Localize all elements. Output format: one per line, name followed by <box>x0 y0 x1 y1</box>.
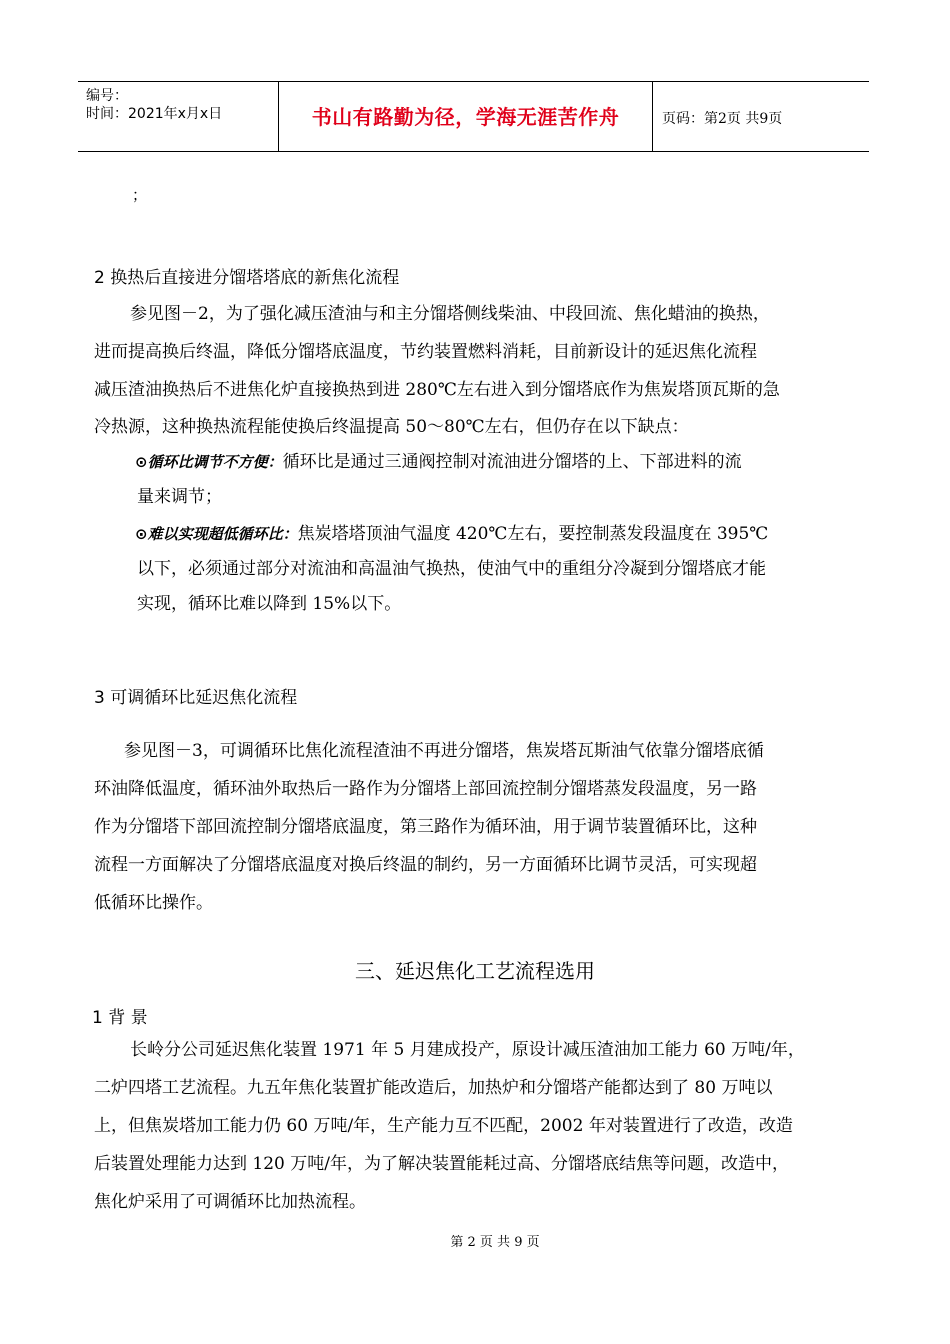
background-line: 上，但焦炭塔加工能力仍 60 万吨/年，生产能力互不匹配，2002 年对装置进行了改造，改造 <box>94 1116 793 1136</box>
bullet-text: 量来调节； <box>137 487 222 507</box>
bullet-item <box>135 517 855 622</box>
page-footer: 第 2 页 共 9 页 <box>450 1235 540 1250</box>
page-header <box>78 81 869 152</box>
section-3-line: 参见图－3，可调循环比焦化流程渣油不再进分馏塔，焦炭塔瓦斯油气依靠分馏塔底循 <box>124 741 764 761</box>
header-page-info: 页码：第2页 共9页 <box>662 111 783 127</box>
bullet-text: 循环比是通过三通阀控制对流油进分馏塔的上、下部进料的流 <box>282 452 742 472</box>
header-motto: 书山有路勤为径，学海无涯苦作舟 <box>311 105 620 129</box>
subsection-heading: 1 背 景 <box>92 1008 148 1028</box>
bullet-text: 实现，循环比难以降到 15%以下。 <box>137 594 402 614</box>
background-line: 焦化炉采用了可调循环比加热流程。 <box>94 1192 366 1212</box>
section-3-line: 环油降低温度，循环油外取热后一路作为分馏塔上部回流控制分馏塔蒸发段温度，另一路 <box>94 779 757 799</box>
section-2-line: 进而提高换后终温，降低分馏塔底温度，节约装置燃料消耗，目前新设计的延迟焦化流程 <box>94 342 757 362</box>
stray-semicolon: ； <box>132 186 148 204</box>
bullet-text: 以下，必须通过部分对流油和高温油气换热，使油气中的重组分冷凝到分馏塔底才能 <box>137 559 766 579</box>
section-3-line: 流程一方面解决了分馏塔底温度对换后终温的制约，另一方面循环比调节灵活，可实现超 <box>94 855 757 875</box>
section-2-line: 减压渣油换热后不进焦化炉直接换热到进 280℃左右进入到分馏塔底作为焦炭塔顶瓦斯的急 <box>94 380 780 400</box>
bullet-item <box>135 445 855 515</box>
background-line: 后装置处理能力达到 120 万吨/年，为了解决装置能耗过高、分馏塔底结焦等问题，改造中， <box>94 1154 789 1174</box>
time-label: 时间：2021年x月x日 <box>86 106 223 122</box>
section-3-heading: 3 可调循环比延迟焦化流程 <box>94 688 298 708</box>
bullet-text: 焦炭塔塔顶油气温度 420℃左右，要控制蒸发段温度在 395℃ <box>297 524 769 544</box>
header-divider <box>278 82 279 151</box>
section-2-line: 冷热源，这种换热流程能使换后终温提高 50～80℃左右，但仍存在以下缺点： <box>94 417 689 437</box>
serial-number-label: 编号： <box>86 88 128 104</box>
section-3-line: 作为分馏塔下部回流控制分馏塔底温度，第三路作为循环油，用于调节装置循环比，这种 <box>94 817 757 837</box>
bullet-title: ⊙循环比调节不方便： <box>135 453 283 471</box>
section-2-heading: 2 换热后直接进分馏塔塔底的新焦化流程 <box>94 268 400 288</box>
background-line: 二炉四塔工艺流程。九五年焦化装置扩能改造后，加热炉和分馏塔产能都达到了 80 万吨以 <box>94 1078 773 1098</box>
section-2-line: 参见图－2，为了强化减压渣油与和主分馏塔侧线柴油、中段回流、焦化蜡油的换热， <box>130 304 770 324</box>
chapter-title: 三、延迟焦化工艺流程选用 <box>355 959 595 983</box>
background-line: 长岭分公司延迟焦化装置 1971 年 5 月建成投产，原设计减压渣油加工能力 60 万吨/年， <box>130 1040 805 1060</box>
section-3-line: 低循环比操作。 <box>94 893 213 913</box>
header-divider <box>652 82 653 151</box>
bullet-title: ⊙难以实现超低循环比： <box>135 525 298 543</box>
